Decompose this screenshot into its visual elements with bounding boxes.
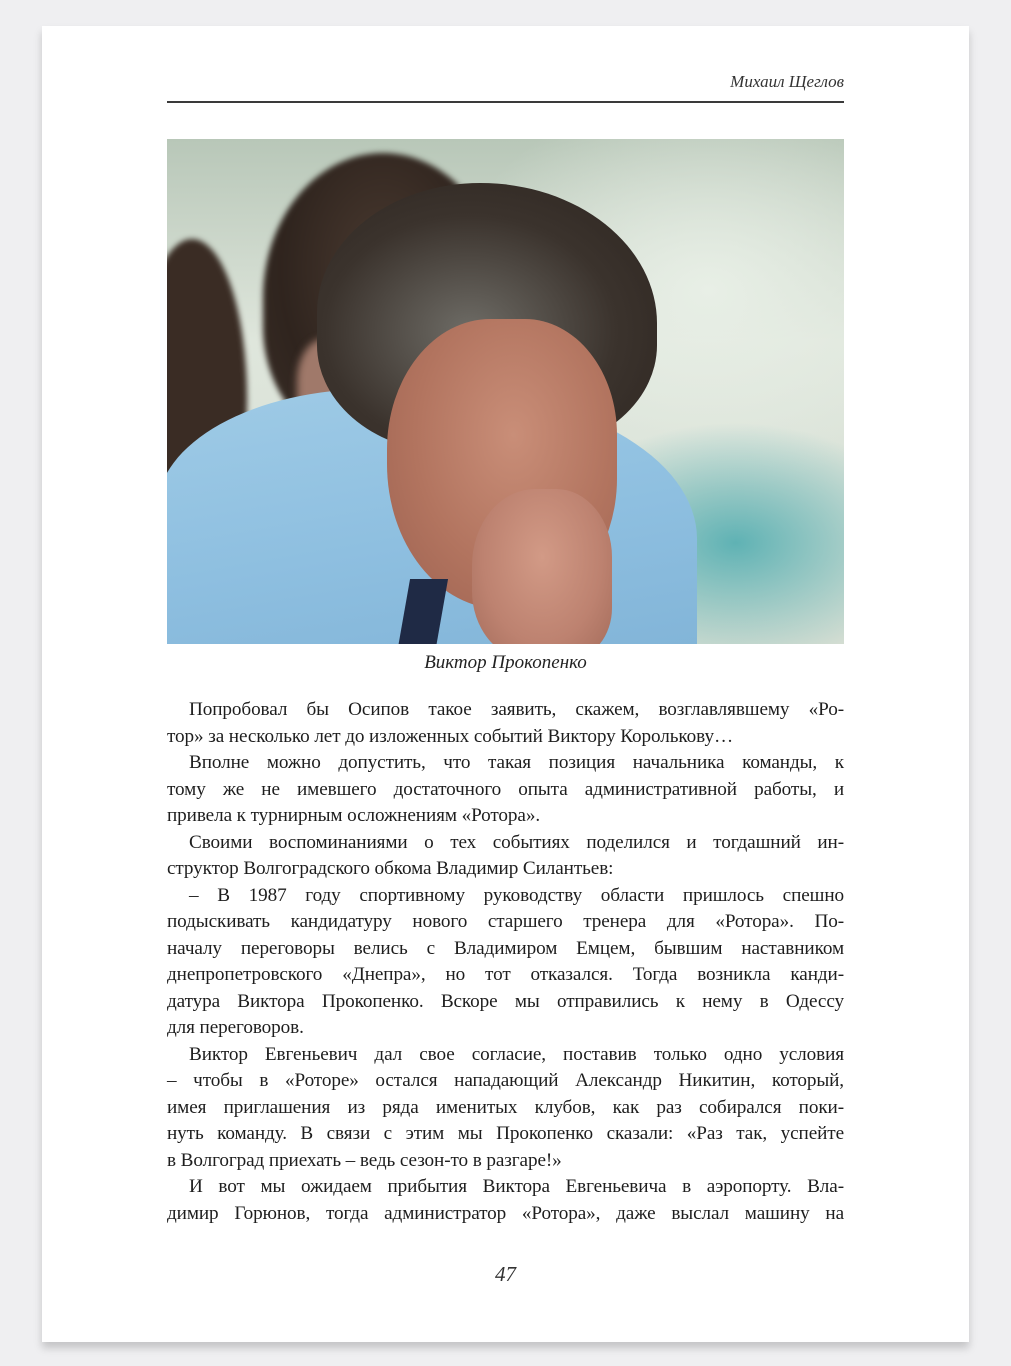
text-line: нуть команду. В связи с этим мы Прокопенко сказали: «Раз так, успейте <box>167 1123 844 1144</box>
photo-caption: Виктор Прокопенко <box>424 652 587 673</box>
text-line: Вполне можно допустить, что такая позиция начальника команды, к <box>189 752 844 773</box>
photo-portrait <box>167 139 844 644</box>
text-line: димир Горюнов, тогда администратор «Ротора», даже выслал машину на <box>167 1202 844 1224</box>
text-line: Виктор Евгеньевич дал свое согласие, поставив только одно условия <box>189 1043 844 1065</box>
header-rule-divider <box>167 101 844 103</box>
text-line: Попробовал бы Осипов такое заявить, скажем, возглавлявшему «Ро- <box>189 699 844 720</box>
body-text <box>167 697 844 1227</box>
text-line: привела к турнирным осложнениям «Ротора». <box>167 805 541 826</box>
book-page <box>42 26 969 1342</box>
page-number: 47 <box>495 1262 516 1286</box>
text-line: тор» за несколько лет до изложенных событий Виктору Королькову… <box>167 725 734 747</box>
photo-hand <box>472 489 612 644</box>
text-line: – В 1987 году спортивному руководству области пришлось спешно <box>189 884 844 906</box>
text-line: тому же не имевшего достаточного опыта административной работы, и <box>167 778 844 800</box>
text-line: подыскивать кандидатуру нового старшего тренера для «Ротора». По- <box>167 911 844 932</box>
text-line: – чтобы в «Роторе» остался нападающий Александр Никитин, который, <box>167 1070 844 1091</box>
text-line: датура Виктора Прокопенко. Вскоре мы отправились к нему в Одессу <box>167 990 844 1012</box>
text-line: для переговоров. <box>167 1017 304 1038</box>
running-head-author: Михаил Щеглов <box>730 72 844 91</box>
text-line: И вот мы ожидаем прибытия Виктора Евгеньевича в аэропорту. Вла- <box>189 1176 844 1197</box>
text-line: Своими воспоминаниями о тех событиях поделился и тогдашний ин- <box>189 831 844 853</box>
text-line: имея приглашения из ряда именитых клубов, как раз собирался поки- <box>167 1096 844 1118</box>
text-line: днепропетровского «Днепра», но тот отказался. Тогда возникла канди- <box>167 964 844 985</box>
text-line: началу переговоры велись с Владимиром Емцем, бывшим наставником <box>167 937 844 959</box>
text-line: структор Волгоградского обкома Владимир Силантьев: <box>167 858 614 879</box>
text-line: в Волгоград приехать – ведь сезон-то в разгаре!» <box>167 1149 562 1171</box>
